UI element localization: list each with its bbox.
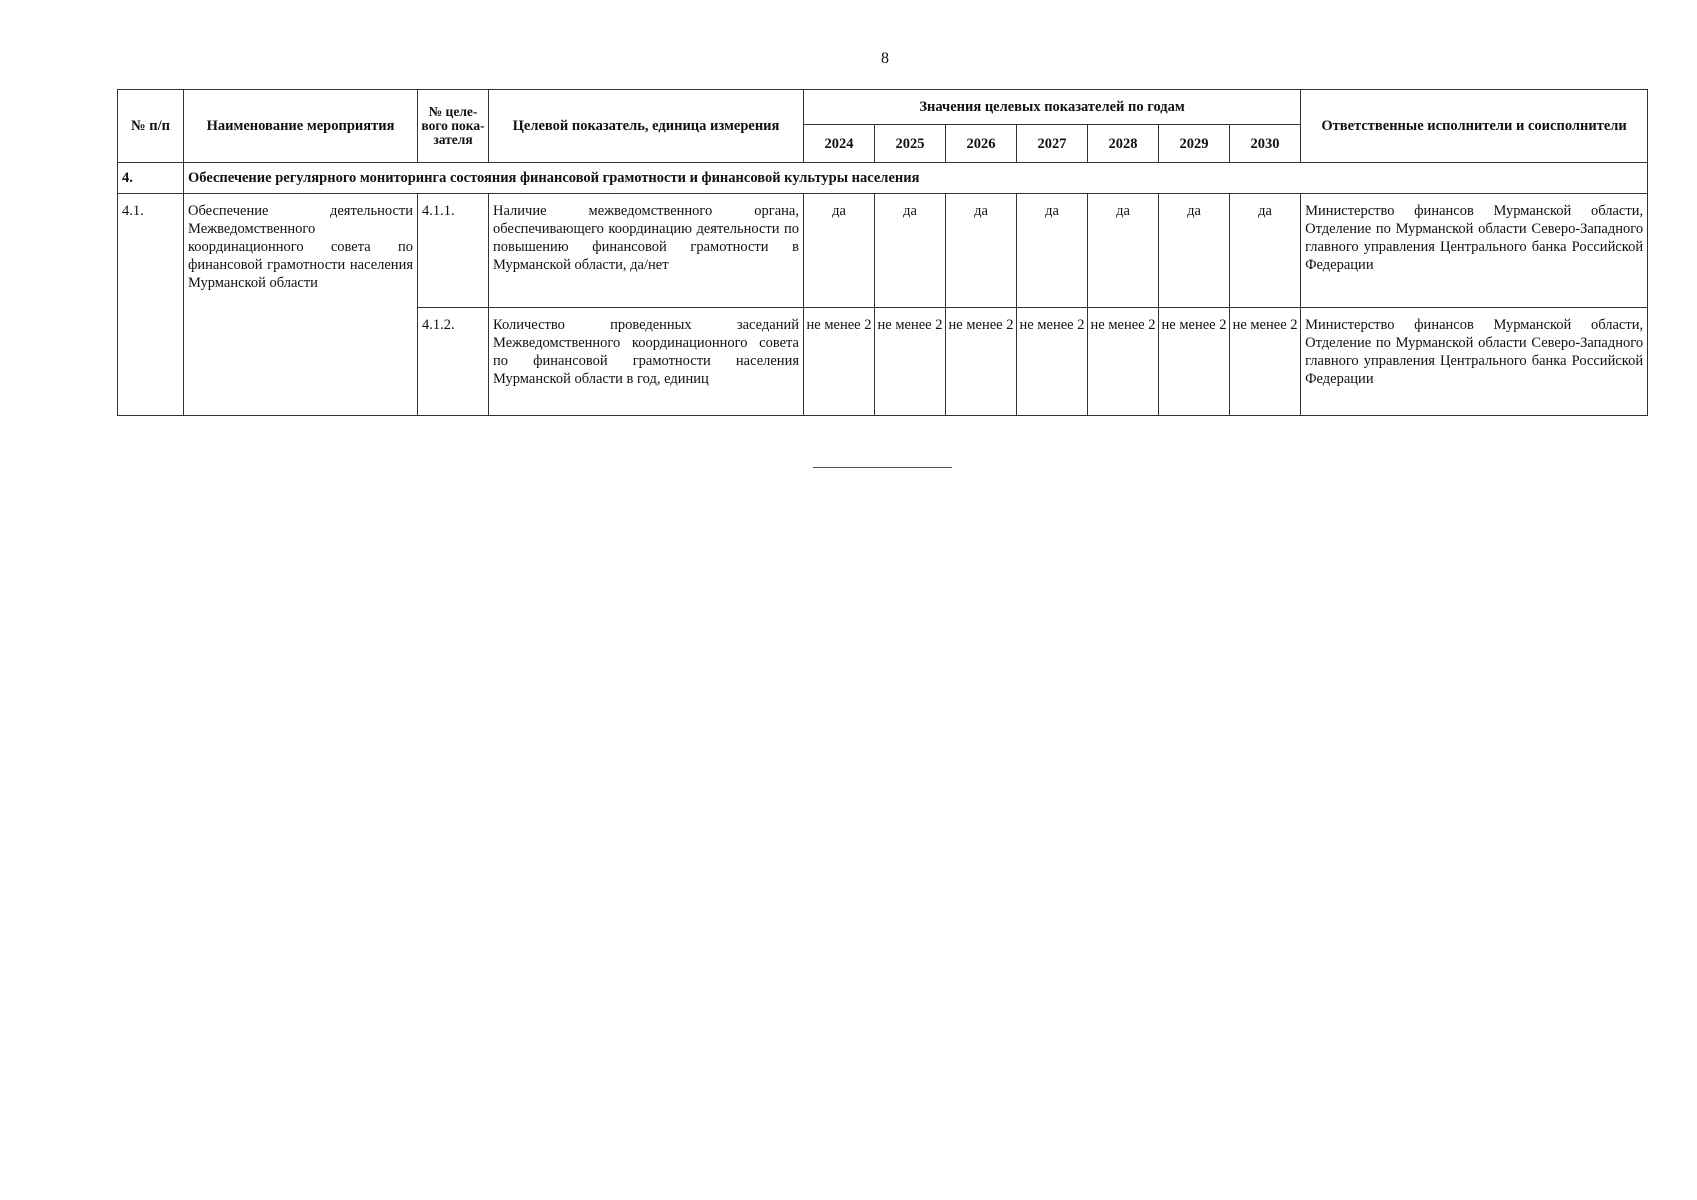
header-event-name: Наименование мероприятия <box>184 90 418 163</box>
header-indicator-num: № целе-вого пока-зателя <box>418 90 489 163</box>
indicator-value: не менее 2 <box>875 308 946 416</box>
table-row <box>118 194 1648 308</box>
indicator-value: да <box>804 194 875 308</box>
indicator-text: Количество проведенных заседаний Межведомственного координационного совета по финансовой грамотности населения Мурманской области в год, единиц <box>489 308 804 416</box>
header-year: 2029 <box>1159 125 1230 163</box>
section-title: Обеспечение регулярного мониторинга состояния финансовой грамотности и финансовой культуры населения <box>184 163 1648 194</box>
section-row <box>118 163 1648 194</box>
section-num: 4. <box>118 163 184 194</box>
indicator-value: да <box>875 194 946 308</box>
header-year: 2030 <box>1230 125 1301 163</box>
indicator-text: Наличие межведомственного органа, обеспечивающего координацию деятельности по повышению финансовой грамотности в Мурманской области, да/нет <box>489 194 804 308</box>
end-divider <box>813 467 952 468</box>
indicator-value: не менее 2 <box>1017 308 1088 416</box>
responsible-executors: Министерство финансов Мурманской области, Отделение по Мурманской области Северо-Западного главного управления Центрального банка Российской Федерации <box>1301 194 1648 308</box>
header-num: № п/п <box>118 90 184 163</box>
event-name: Обеспечение деятельности Межведомственного координационного совета по финансовой грамотности населения Мурманской области <box>184 194 418 416</box>
indicator-value: не менее 2 <box>804 308 875 416</box>
indicator-value: да <box>946 194 1017 308</box>
header-year: 2028 <box>1088 125 1159 163</box>
table-header-row <box>118 90 1648 125</box>
indicator-value: не менее 2 <box>1159 308 1230 416</box>
page-number: 8 <box>881 50 889 67</box>
header-values-by-year: Значения целевых показателей по годам <box>804 90 1301 125</box>
indicator-value: не менее 2 <box>1088 308 1159 416</box>
event-num: 4.1. <box>118 194 184 416</box>
header-indicator: Целевой показатель, единица измерения <box>489 90 804 163</box>
header-responsible: Ответственные исполнители и соисполнители <box>1301 90 1648 163</box>
target-indicators-table <box>117 89 1648 416</box>
indicator-value: не менее 2 <box>1230 308 1301 416</box>
indicator-num: 4.1.2. <box>418 308 489 416</box>
indicator-value: да <box>1159 194 1230 308</box>
indicator-value: да <box>1230 194 1301 308</box>
header-year: 2025 <box>875 125 946 163</box>
indicator-num: 4.1.1. <box>418 194 489 308</box>
indicator-value: да <box>1088 194 1159 308</box>
indicator-value: да <box>1017 194 1088 308</box>
header-year: 2026 <box>946 125 1017 163</box>
header-year: 2024 <box>804 125 875 163</box>
indicator-value: не менее 2 <box>946 308 1017 416</box>
header-year: 2027 <box>1017 125 1088 163</box>
responsible-executors: Министерство финансов Мурманской области, Отделение по Мурманской области Северо-Западного главного управления Центрального банка Российской Федерации <box>1301 308 1648 416</box>
